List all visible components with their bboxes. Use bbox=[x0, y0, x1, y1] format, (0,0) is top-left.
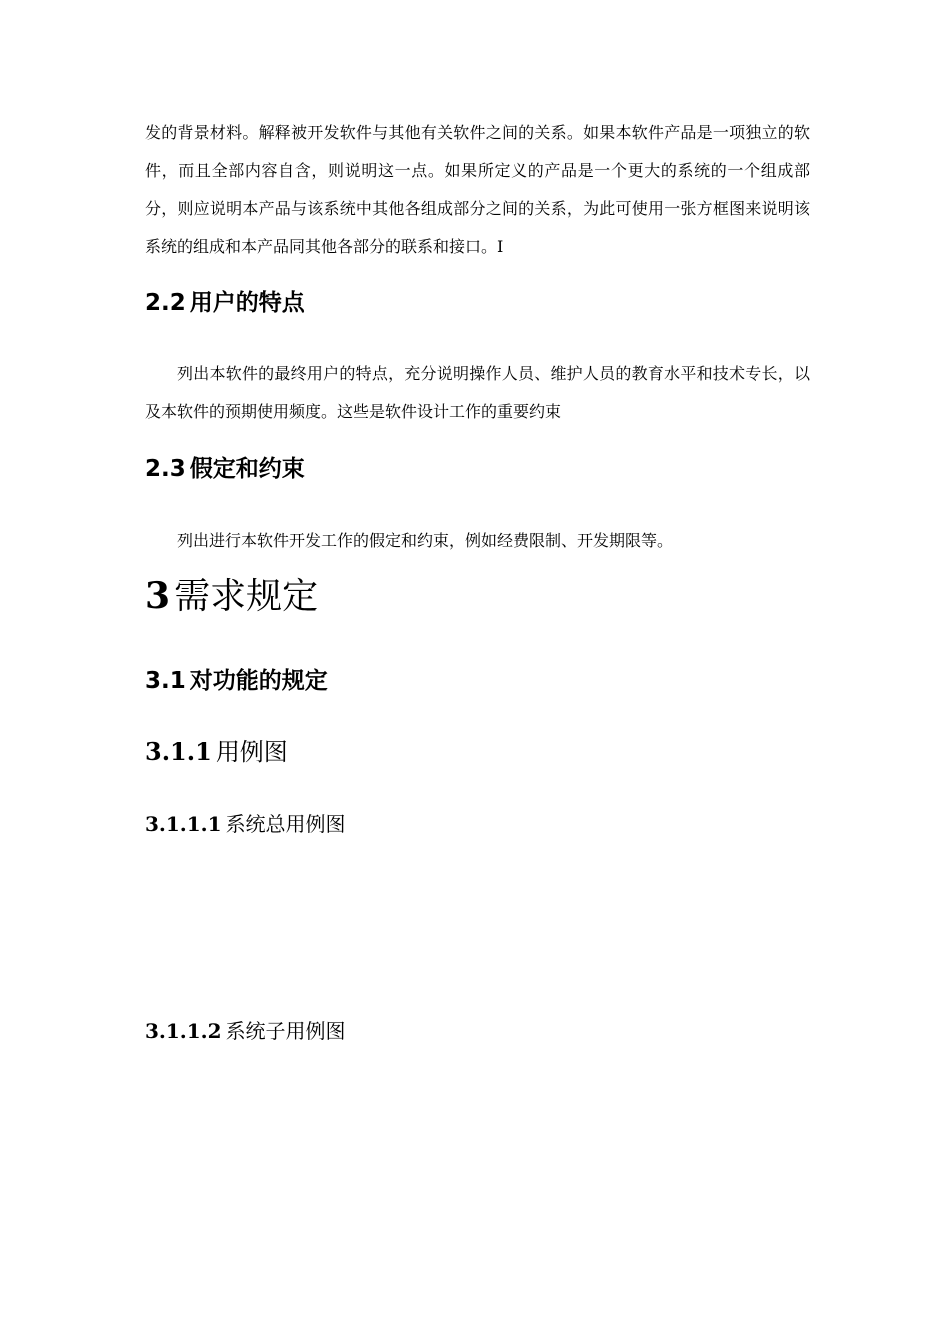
heading-number: 3.1.1.2 bbox=[145, 1019, 222, 1043]
heading-title: 系统子用例图 bbox=[225, 1019, 346, 1043]
intro-paragraph: 发的背景材料。解释被开发软件与其他有关软件之间的关系。如果本软件产品是一项独立的软件，而且全部内容自含，则说明这一点。如果所定义的产品是一个更大的系统的一个组成部分，则应说明本产品与该系统中其他各组成部分之间的关系，为此可使用一张方框图来说明该系统的组成和本产品同其他各部分的联系和接口。I bbox=[145, 123, 810, 256]
intro-paragraph-block bbox=[145, 114, 810, 266]
heading-title: 用例图 bbox=[215, 738, 288, 766]
heading-3-1 bbox=[145, 666, 810, 696]
heading-3 bbox=[145, 574, 810, 619]
heading-title: 需求规定 bbox=[174, 576, 319, 617]
heading-number: 3.1 bbox=[145, 668, 186, 694]
heading-number: 3.1.1.1 bbox=[145, 812, 222, 836]
heading-number: 3 bbox=[145, 575, 171, 617]
heading-title: 系统总用例图 bbox=[225, 812, 346, 836]
heading-3-1-1 bbox=[145, 736, 810, 768]
heading-2-2 bbox=[145, 288, 810, 318]
heading-number: 2.3 bbox=[145, 456, 186, 482]
section-2-2-paragraph: 列出本软件的最终用户的特点，充分说明操作人员、维护人员的教育水平和技术专长，以及本软件的预期使用频度。这些是软件设计工作的重要约束 bbox=[145, 364, 810, 421]
section-2-2-paragraph-block bbox=[145, 355, 810, 431]
heading-number: 2.2 bbox=[145, 290, 186, 316]
heading-2-3 bbox=[145, 454, 810, 484]
section-2-3-paragraph: 列出进行本软件开发工作的假定和约束，例如经费限制、开发期限等。 bbox=[177, 531, 674, 550]
heading-3-1-1-2 bbox=[145, 1017, 810, 1045]
section-2-3-paragraph-block bbox=[145, 522, 810, 560]
heading-3-1-1-1 bbox=[145, 810, 810, 838]
heading-title: 对功能的规定 bbox=[189, 668, 328, 694]
heading-title: 假定和约束 bbox=[189, 456, 305, 482]
heading-number: 3.1.1 bbox=[145, 737, 212, 766]
heading-title: 用户的特点 bbox=[189, 290, 305, 316]
